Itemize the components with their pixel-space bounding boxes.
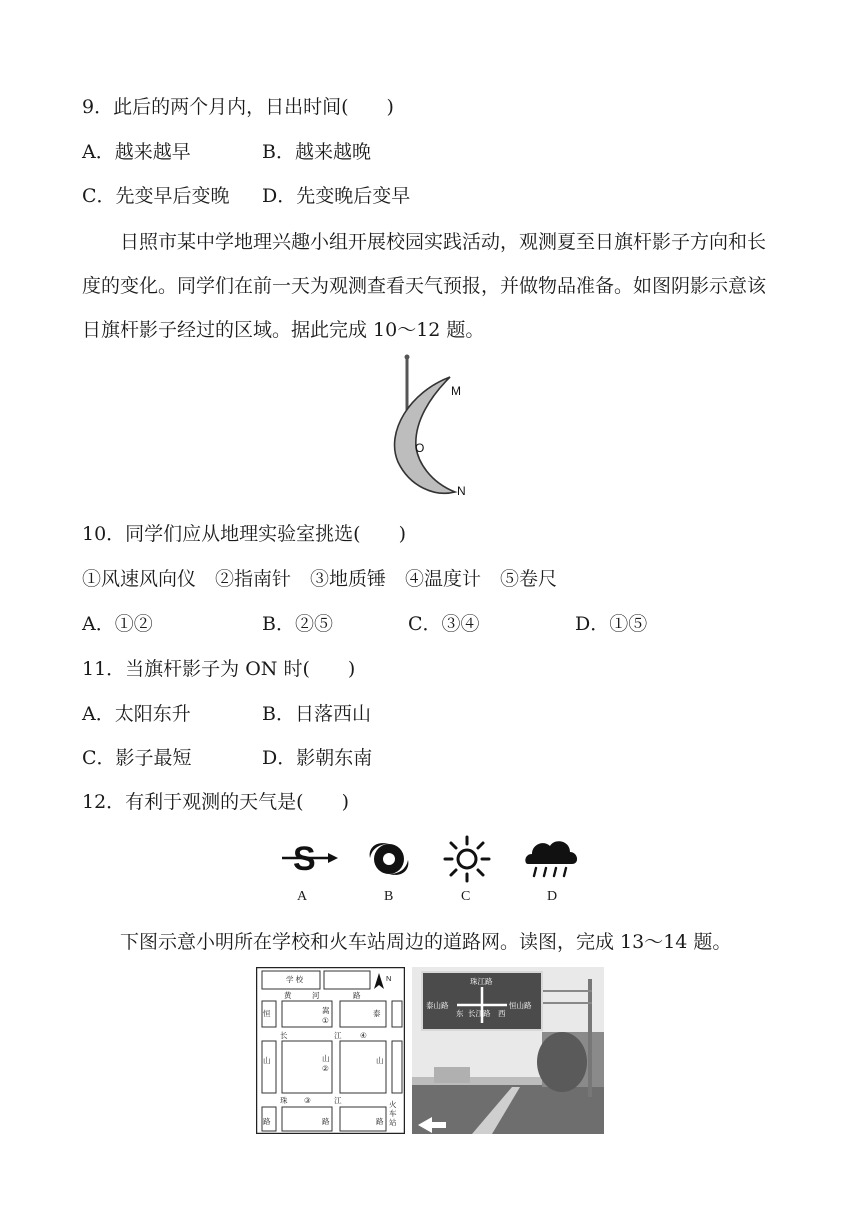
sign-top: 珠江路 — [470, 977, 493, 986]
svg-text:火: 火 — [389, 1100, 397, 1109]
q9-option-c: C．先变早后变晚 — [82, 185, 230, 207]
label-o: O — [415, 441, 425, 455]
q10-option-c: C．③④ — [408, 613, 480, 635]
q11-option-d: D．影朝东南 — [262, 747, 373, 769]
svg-text:山: 山 — [263, 1056, 271, 1065]
weather-label-b: B — [384, 889, 394, 904]
map-north: N — [386, 974, 392, 983]
road-sign-photo — [412, 967, 604, 1134]
svg-text:长: 长 — [280, 1031, 288, 1040]
q10-stem: 10．同学们应从地理实验室挑选( ) — [82, 523, 407, 545]
q9-option-a: A．越来越早 — [82, 141, 191, 163]
svg-text:S: S — [293, 840, 316, 878]
q11-stem: 11．当旗杆影子为 ON 时( ) — [82, 658, 356, 680]
svg-text:路: 路 — [322, 1117, 330, 1126]
q9-option-b: B．越来越晚 — [262, 141, 371, 163]
svg-text:车: 车 — [389, 1109, 397, 1118]
sign-right: 恒山路 — [509, 1001, 532, 1010]
typhoon-icon — [366, 836, 412, 882]
weather-label-d: D — [547, 889, 558, 904]
sign-west: 西 — [498, 1009, 506, 1018]
weather-label-c: C — [461, 889, 471, 904]
q11-option-b: B．日落西山 — [262, 703, 371, 725]
svg-text:①: ① — [322, 1016, 329, 1025]
sign-left: 泰山路 — [426, 1001, 449, 1010]
svg-text:山: 山 — [376, 1056, 384, 1065]
label-n: N — [457, 484, 466, 498]
q12-stem: 12．有利于观测的天气是( ) — [82, 791, 350, 813]
q9-option-d: D．先变晚后变早 — [262, 185, 411, 207]
rain-icon — [522, 834, 582, 882]
svg-text:路: 路 — [353, 991, 361, 1000]
weather-label-a: A — [297, 889, 308, 904]
map-school: 学 校 — [286, 975, 304, 984]
svg-text:恒: 恒 — [263, 1009, 271, 1018]
svg-text:江: 江 — [334, 1031, 342, 1040]
q10-option-b: B．②⑤ — [262, 613, 333, 635]
svg-text:路: 路 — [263, 1117, 271, 1126]
svg-text:黄: 黄 — [284, 991, 292, 1000]
svg-text:嵩: 嵩 — [322, 1006, 330, 1015]
shadow-area — [395, 377, 455, 493]
q10-items: ①风速风向仪 ②指南针 ③地质锤 ④温度计 ⑤卷尺 — [82, 568, 558, 590]
q9-stem: 9．此后的两个月内，日出时间( ) — [82, 96, 394, 118]
road-network-map — [256, 967, 405, 1134]
svg-text:山: 山 — [322, 1054, 330, 1063]
flagpole-shadow-figure — [380, 352, 490, 510]
svg-text:路: 路 — [376, 1117, 384, 1126]
svg-text:③: ③ — [304, 1096, 311, 1105]
svg-text:站: 站 — [389, 1118, 397, 1127]
svg-text:④: ④ — [360, 1031, 367, 1040]
intro-paragraph-2: 下图示意小明所在学校和火车站周边的道路网。读图，完成 13～14 题。 — [120, 931, 732, 953]
svg-text:珠: 珠 — [280, 1096, 288, 1105]
intro-paragraph-1: 日照市某中学地理兴趣小组开展校园实践活动，观测夏至日旗杆影子方向和长度的变化。同学们在前一天为观测查看天气预报，并做物品准备。如图阴影示意该日旗杆影子经过的区域。据此完成 10～12 题。 — [82, 231, 767, 341]
svg-text:河: 河 — [312, 991, 320, 1000]
svg-text:江: 江 — [334, 1096, 342, 1105]
q11-option-a: A．太阳东升 — [82, 703, 191, 725]
q10-option-d: D．①⑤ — [575, 613, 648, 635]
svg-text:②: ② — [322, 1064, 329, 1073]
label-m: M — [451, 384, 461, 398]
sunny-icon — [442, 834, 492, 884]
sign-east: 东 — [456, 1009, 464, 1018]
q11-option-c: C．影子最短 — [82, 747, 192, 769]
sandstorm-icon — [280, 836, 342, 880]
q10-option-a: A．①② — [82, 613, 153, 635]
svg-text:泰: 泰 — [373, 1009, 381, 1018]
sign-mid: 长江路 — [468, 1009, 491, 1018]
